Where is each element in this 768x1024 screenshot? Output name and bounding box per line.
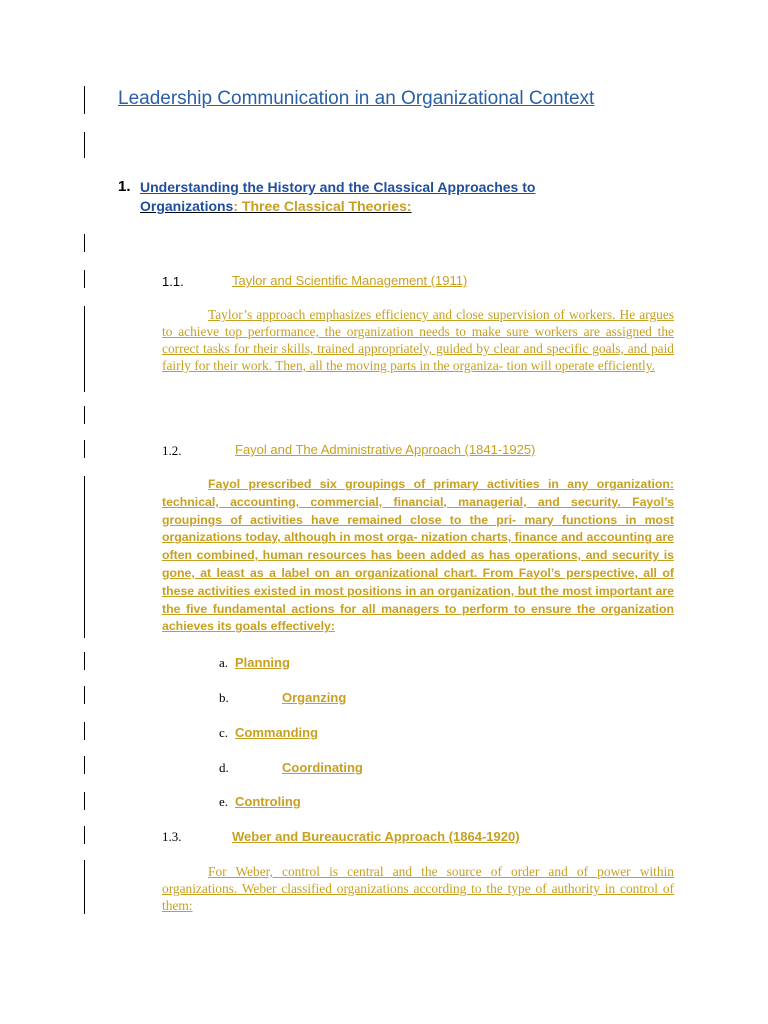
list-item-letter: d. (219, 760, 229, 775)
list-item-controling: Controling (235, 794, 301, 809)
section-heading-classical-theories: : Three Classical Theories: (233, 198, 412, 214)
margin-bar (84, 826, 85, 844)
subsection-number: 1.3. (162, 829, 182, 844)
list-item-organzing: Organzing (282, 690, 347, 705)
margin-bar (84, 234, 85, 252)
margin-bar (84, 756, 85, 774)
subsection-number: 1.1. (162, 274, 184, 289)
margin-bar (84, 722, 85, 740)
list-item-letter: c. (219, 725, 229, 740)
list-item-planning: Planning (235, 655, 290, 670)
list-item-letter: e. (219, 794, 229, 809)
subsection-title-fayol: Fayol and The Administrative Approach (1841-1925) (235, 442, 536, 457)
section-heading-line2 (140, 198, 412, 214)
margin-bar (84, 440, 85, 458)
margin-bar (84, 476, 85, 638)
section-number: 1. (118, 178, 131, 195)
list-item-coordinating: Coordinating (282, 760, 363, 775)
margin-bar (84, 132, 85, 158)
subsection-number: 1.2. (162, 443, 182, 458)
margin-bar (84, 792, 85, 810)
margin-bar (84, 652, 85, 670)
section-heading-organizations: Organizations (140, 198, 234, 214)
list-item-commanding: Commanding (235, 725, 319, 740)
paragraph-fayol: Fayol prescribed six groupings of primary activities in any organization: technical, accounting, commercial, financial, managerial, and security. Fayol’s groupings of activities have remained close to the pri- mary functions in most organizations today, although in most orga- nization charts, finance and accounting are often combined, human resources has been added as has operations, and security is gone, at least as a label on an organizational chart. From Fayol’s perspective, all of these activities existed in most positions in an organization, but the most important are the five fundamental actions for all managers to perform to ensure the organization achieves its goals effectively: (162, 477, 674, 634)
margin-bar (84, 860, 85, 914)
paragraph-taylor: Taylor’s approach emphasizes efficiency and close supervision of workers. He argues to achieve top performance, the organization needs to make sure workers are assigned the correct tasks for their skills, trained appropriately, guided by clear and specific goals, and paid fairly for their work. Then, all the moving parts in the organiza- tion will operate efficiently. (162, 307, 674, 373)
document-title: Leadership Communication in an Organizational Context (118, 88, 595, 109)
margin-bar (84, 86, 85, 114)
subsection-title-taylor: Taylor and Scientific Management (1911) (232, 273, 468, 288)
section-heading-line1: Understanding the History and the Classical Approaches to (140, 179, 536, 195)
paragraph-weber: For Weber, control is central and the source of order and of power within organizations. Weber classified organizations according to the type of authority in control of them: (162, 864, 674, 913)
list-item-letter: a. (219, 655, 229, 670)
list-item-letter: b. (219, 690, 229, 705)
margin-bar (84, 406, 85, 424)
margin-bar (84, 306, 85, 392)
margin-bar (84, 270, 85, 288)
margin-bar (84, 686, 85, 704)
subsection-title-weber: Weber and Bureaucratic Approach (1864-1920) (232, 829, 520, 844)
